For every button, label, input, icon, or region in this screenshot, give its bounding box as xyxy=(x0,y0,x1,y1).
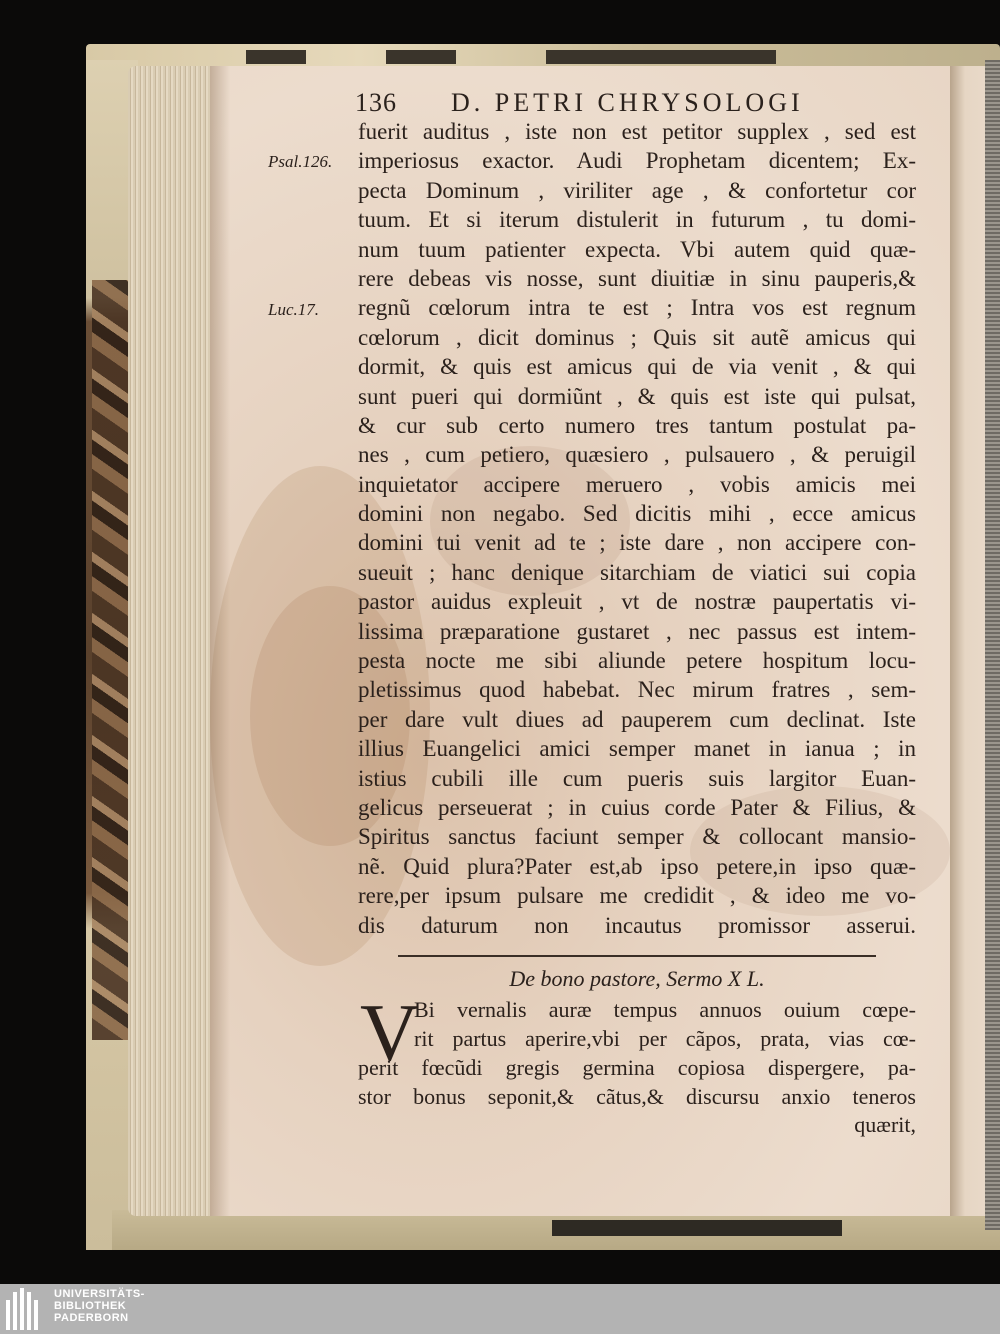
text-line: per dare vult diues ad pauperem cum declinat. Iste xyxy=(358,706,916,732)
text-line: Spiritus sanctus faciunt semper & collocant mansio- xyxy=(358,824,916,850)
running-head-title: D. PETRI CHRYSOLOGI xyxy=(451,88,804,117)
marbled-board xyxy=(92,280,132,1040)
sermon-opening xyxy=(414,995,916,1053)
library-name-line: UNIVERSITÄTS- xyxy=(54,1288,145,1300)
text-line: inquietator accipere meruero , vobis amicis mei xyxy=(358,471,916,497)
text-line: istius cubili ille cum pueris suis largitor Euan- xyxy=(358,765,916,791)
text-line: lissima præparatione gustaret , nec passus est intem- xyxy=(358,618,916,644)
text-line: perit fœcũdi gregis germina copiosa dispergere, pa- xyxy=(358,1055,916,1080)
library-name-line: PADERBORN xyxy=(54,1312,129,1324)
page-edges xyxy=(128,66,218,1216)
text-line: nẽ. Quid plura?Pater est,ab ipso petere,in ipso quæ- xyxy=(358,853,916,879)
text-line: imperiosus exactor. Audi Prophetam dicentem; Ex- xyxy=(358,148,916,174)
text-line: num tuum patienter expecta. Vbi autem quid quæ- xyxy=(358,236,916,262)
text-line: sueuit ; hanc denique sitarchiam de viatici sui copia xyxy=(358,559,916,585)
text-line: tuum. Et si iterum distulerit in futurum , tu domi- xyxy=(358,207,916,233)
text-line: pletissimus quod habebat. Nec mirum fratres , sem- xyxy=(358,677,916,703)
text-line: pecta Dominum , viriliter age , & confortetur cor xyxy=(358,177,916,203)
text-line: dis daturum non incautus promissor asserui. xyxy=(358,912,916,938)
text-line: rit partus aperire,vbi per cãpos, prata, vias cœ- xyxy=(414,1026,916,1051)
section-title: De bono pastore, Sermo X L. xyxy=(509,966,765,991)
text-line: & cur sub certo numero tres tantum postulat pa- xyxy=(358,412,916,438)
text-line: fuerit auditus , iste non est petitor supplex , sed est xyxy=(358,119,916,144)
text-line: gelicus perseuerat ; in cuius corde Pater & Filius, & xyxy=(358,794,916,820)
text-line: illius Euangelici amici semper manet in ianua ; in xyxy=(358,736,916,762)
text-line: sunt pueri qui dormiũnt , & quis est iste qui pulsat, xyxy=(358,383,916,409)
drop-cap: V xyxy=(360,987,420,1078)
text-line: dormit, & quis est amicus qui de via venit , & qui xyxy=(358,354,916,380)
page-gutter-shadow xyxy=(210,66,230,1216)
margin-note-psalm: Psal.126. xyxy=(268,152,333,171)
text-line: domini tui venit ad te ; iste dare , non accipere con- xyxy=(358,530,916,556)
section-rule xyxy=(398,955,876,957)
margin-note-luke: Luc.17. xyxy=(268,300,319,319)
text-line: stor bonus seponit,& cãtus,& discursu anxio teneros xyxy=(358,1084,916,1109)
library-logo-icon xyxy=(6,1288,46,1330)
library-footer xyxy=(0,1284,1000,1334)
page-number: 136 xyxy=(355,88,397,117)
text-line: rere,per ipsum pulsare me credidit , & ideo me vo- xyxy=(358,883,916,909)
text-line: cœlorum , dicit dominus ; Quis sit autẽ amicus qui xyxy=(358,324,916,350)
text-line: regnũ cœlorum intra te est ; Intra vos est regnum xyxy=(358,295,916,321)
text-line: pastor auidus expleuit , vt de nostræ paupertatis vi- xyxy=(358,589,916,615)
library-name xyxy=(54,1288,145,1324)
body-text xyxy=(358,117,916,940)
text-line: nes , cum petiero, quæsiero , pulsauero , & peruigil xyxy=(358,442,916,468)
book-cover-bottom xyxy=(112,1210,1000,1250)
text-line: rere debeas vis nosse, sunt diuitiæ in sinu pauperis,& xyxy=(358,265,916,291)
text-line: domini non negabo. Sed dicitis mihi , ecce amicus xyxy=(358,501,916,527)
book-cover-right xyxy=(985,60,1000,1230)
text-line: Bi vernalis auræ tempus annuos ouium cœpe- xyxy=(414,997,916,1022)
catchword: quærit, xyxy=(854,1112,916,1137)
text-line: pesta nocte me sibi aliunde petere hospitum locu- xyxy=(358,648,916,674)
sermon-continuation xyxy=(358,1053,916,1111)
library-name-line: BIBLIOTHEK xyxy=(54,1300,127,1312)
